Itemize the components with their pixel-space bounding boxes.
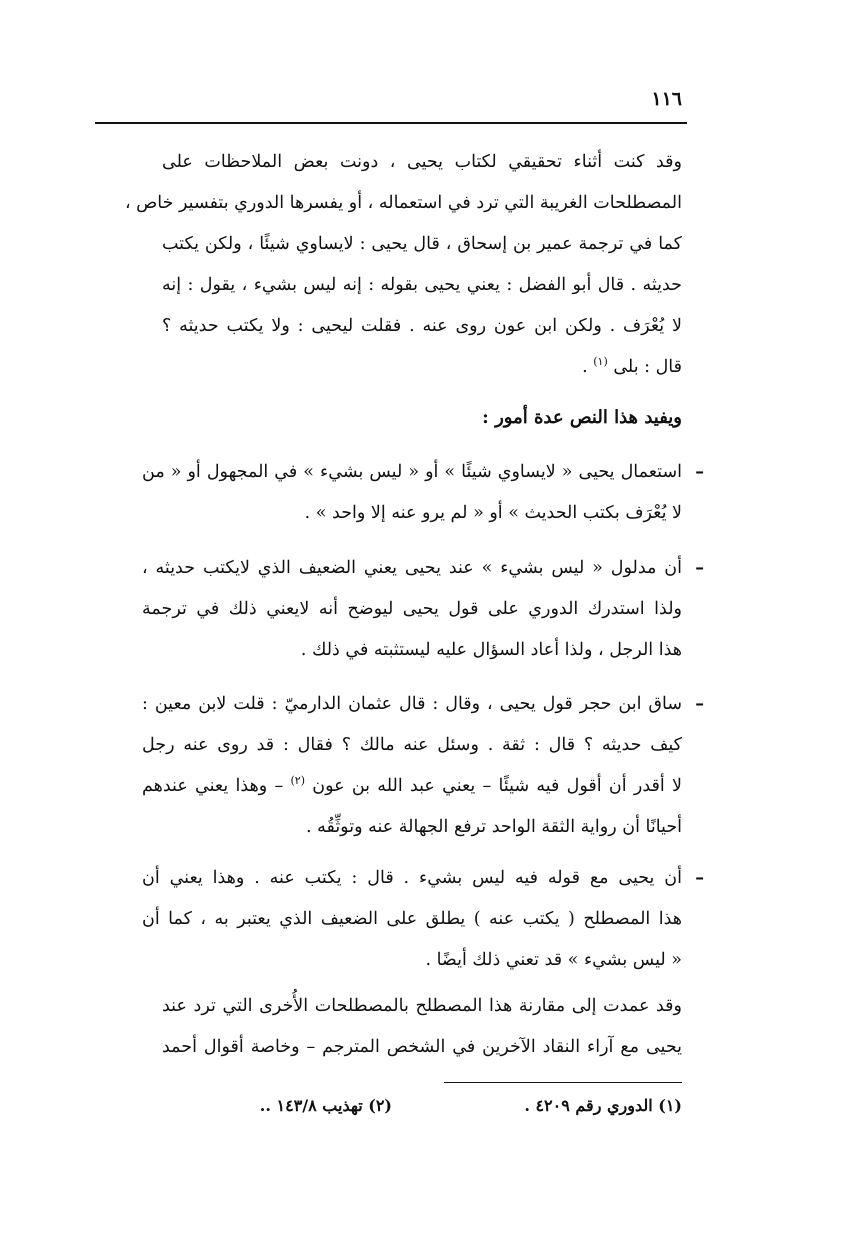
list-item [142, 452, 704, 534]
intro-paragraph [124, 142, 682, 388]
bullet-dash: – [695, 868, 704, 888]
list-item [142, 684, 704, 848]
text-line: حديثه . قال أبو الفضل : يعني يحيى بقوله : إنه ليس بشيء ، يقول : إنه [162, 275, 682, 295]
closing-paragraph [162, 986, 682, 1068]
text-line: استعمال يحيى « لايساوي شيئًا » أو « ليس بشيء » في المجهول أو « من [142, 462, 682, 482]
text-line [142, 766, 682, 807]
text-line: هذا الرجل ، ولذا أعاد السؤال عليه ليستثبته في ذلك . [300, 640, 682, 660]
text-line: وقد عمدت إلى مقارنة هذا المصطلح بالمصطلحات الأُخرى التي ترد عند [162, 996, 682, 1016]
page-number: ١١٦ [651, 88, 682, 110]
footnote-ref: (١) [593, 355, 608, 369]
bullet-dash: – [695, 694, 704, 714]
text-fragment: لا أقدر أن أقول فيه شيئًا – يعني عبد الله بن عون [312, 776, 682, 796]
header-rule [95, 122, 687, 124]
footnote-ref: (٢) [290, 774, 305, 788]
text-line: أحيانًا أن رواية الثقة الواحد ترفع الجهالة عنه وتوثِّقُه . [305, 817, 682, 837]
list-item [142, 548, 704, 671]
text-line: كيف حديثه ؟ قال : ثقة . وسئل عنه مالك ؟ فقال : قد روى عنه رجل [142, 735, 682, 755]
text-line: هذا المصطلح ( يكتب عنه ) يطلق على الضعيف الذي يعتبر به ، كما أن [142, 909, 682, 929]
section-heading: ويفيد هذا النص عدة أمور : [482, 407, 682, 428]
text-fragment: . [582, 357, 594, 377]
bullet-dash: – [695, 462, 704, 482]
text-line [162, 347, 682, 388]
text-line: لا يُعْرَف بكتب الحديث » أو « لم يرو عنه إلا واحد » . [304, 503, 682, 523]
text-line: ولذا استدرك الدوري على قول يحيى ليوضح أنه لايعني ذلك في ترجمة [142, 599, 682, 619]
list-item [142, 858, 704, 981]
text-line: « ليس بشيء » قد تعني ذلك أيضًا . [425, 950, 682, 970]
footnote-2: (٢) تهذيب ١٤٣/٨ .. [259, 1096, 392, 1115]
text-line: أن يحيى مع قوله فيه ليس بشيء . قال : يكتب عنه . وهذا يعني أن [142, 868, 682, 888]
text-fragment: – وهذا يعني عندهم [142, 776, 291, 796]
text-line: المصطلحات الغريبة التي ترد في استعماله ، أو يفسرها الدوري بتفسير خاص ، [124, 193, 682, 213]
text-line: ساق ابن حجر قول يحيى ، وقال : قال عثمان الدارميّ : قلت لابن معين : [142, 694, 682, 714]
text-line: كما في ترجمة عمير بن إسحاق ، قال يحيى : لايساوي شيئًا ، ولكن يكتب [162, 234, 682, 254]
text-fragment: قال : بلى [613, 357, 682, 377]
text-line: أن مدلول « ليس بشيء » عند يحيى يعني الضعيف الذي لايكتب حديثه ، [142, 558, 682, 578]
footnote-rule [444, 1082, 682, 1083]
text-line: وقد كنت أثناء تحقيقي لكتاب يحيى ، دونت بعض الملاحظات على [162, 152, 682, 172]
bullet-dash: – [695, 558, 704, 578]
footnote-1: (١) الدوري رقم ٤٢٠٩ . [524, 1096, 682, 1115]
text-line: يحيى مع آراء النقاد الآخرين في الشخص المترجم – وخاصة أقوال أحمد [162, 1037, 682, 1057]
text-line: لا يُعْرَف . ولكن ابن عون روى عنه . فقلت ليحيى : ولا يكتب حديثه ؟ [162, 316, 682, 336]
